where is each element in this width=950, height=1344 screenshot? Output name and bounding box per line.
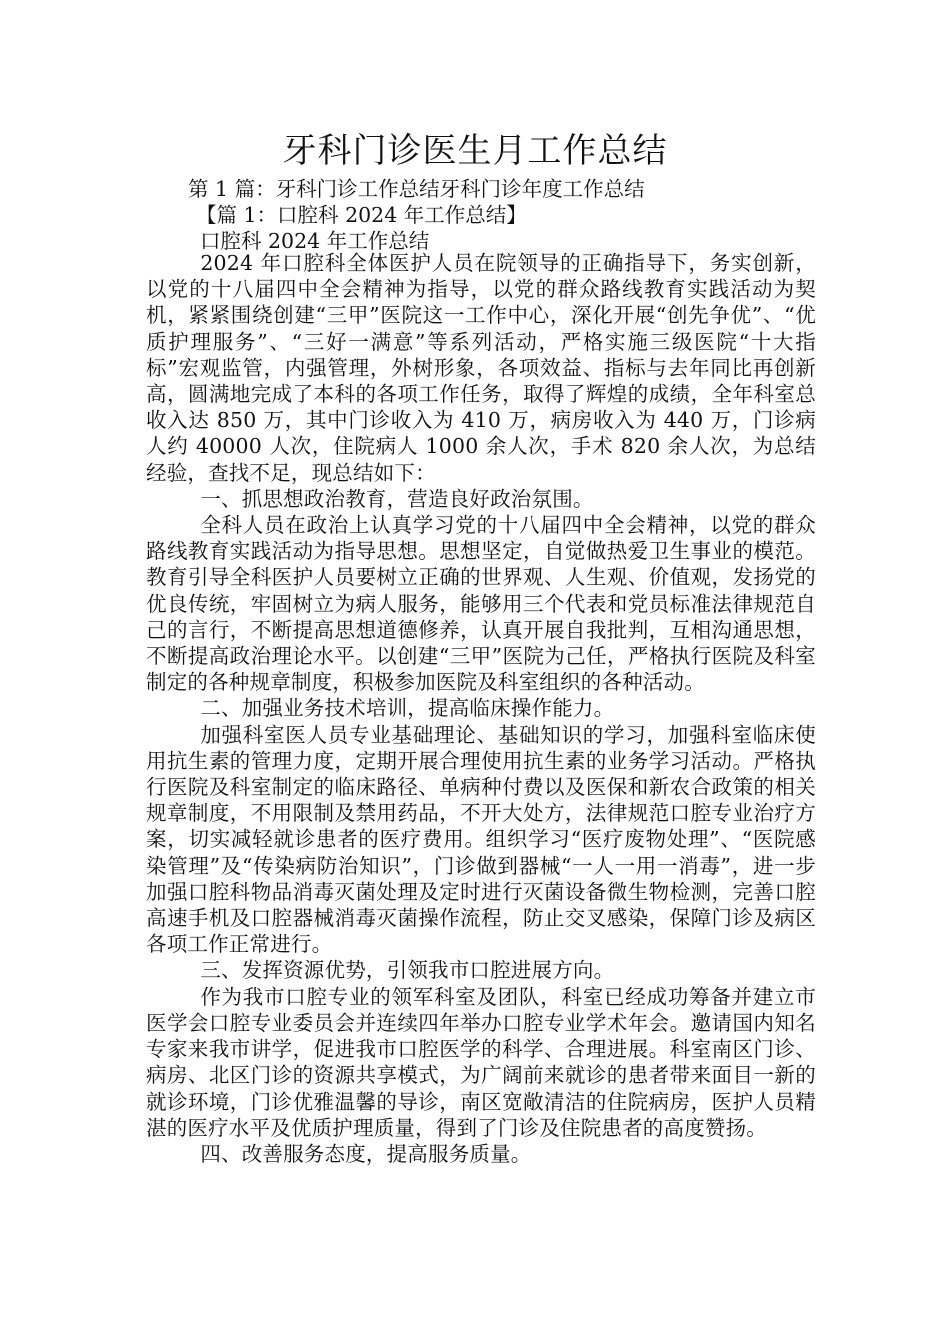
- document-label: 口腔科 2024 年工作总结: [200, 229, 430, 253]
- section-label: 【篇 1：口腔科 2024 年工作总结】: [196, 203, 527, 227]
- section-heading: 一、抓思想政治教育，营造良好政治氛围。: [200, 486, 594, 511]
- section-heading: 四、改善服务态度，提高服务质量。: [200, 1141, 532, 1166]
- section-heading: 二、加强业务技术培训，提高临床操作能力。: [200, 696, 615, 721]
- document-subtitle: 第 1 篇：牙科门诊工作总结牙科门诊年度工作总结: [188, 177, 645, 201]
- document-title: 牙科门诊医生月工作总结: [282, 131, 668, 171]
- paragraph: 加强科室医人员专业基础理论、基础知识的学习，加强科室临床使用抗生素的管理力度，定期开展合理使用抗生素的业务学习活动。严格执行医院及科室制定的临床路径、单病种付费以及医保和新农合政策的相关规章制度，不用限制及禁用药品，不开大处方，法律规范口腔专业治疗方案，切实减轻就诊患者的医疗费用。组织学习“医疗废物处理”、“医院感染管理”及“传染病防治知识”，门诊做到器械“一人一用一消毒”，进一步加强口腔科物品消毒灭菌处理及定时进行灭菌设备微生物检测，完善口腔高速手机及口腔器械消毒灭菌操作流程，防止交叉感染，保障门诊及病区各项工作正常进行。: [146, 722, 816, 957]
- paragraph: 全科人员在政治上认真学习党的十八届四中全会精神，以党的群众路线教育实践活动为指导思想。思想坚定，自觉做热爱卫生事业的模范。教育引导全科医护人员要树立正确的世界观、人生观、价值观，发扬党的优良传统，牢固树立为病人服务，能够用三个代表和党员标准法律规范自己的言行，不断提高思想道德修养，认真开展自我批判，互相沟通思想，不断提高政治理论水平。以创建“三甲”医院为己任，严格执行医院及科室制定的各种规章制度，积极参加医院及科室组织的各种活动。: [146, 513, 816, 695]
- paragraph: 作为我市口腔专业的领军科室及团队，科室已经成功筹备并建立市医学会口腔专业委员会并连续四年举办口腔专业学术年会。邀请国内知名专家来我市讲学，促进我市口腔医学的科学、合理进展。科室南区门诊、病房、北区门诊的资源共享模式，为广阔前来就诊的患者带来面目一新的就诊环境，门诊优雅温馨的导诊，南区宽敞清洁的住院病房，医护人员精湛的医疗水平及优质护理质量，得到了门诊及住院患者的高度赞扬。: [146, 984, 816, 1140]
- section-heading: 三、发挥资源优势，引领我市口腔进展方向。: [200, 958, 615, 983]
- document-body: [146, 250, 816, 1167]
- paragraph: 2024 年口腔科全体医护人员在院领导的正确指导下，务实创新，以党的十八届四中全会精神为指导，以党的群众路线教育实践活动为契机，紧紧围绕创建“三甲”医院这一工作中心，深化开展“创先争优”、“优质护理服务”、“三好一满意”等系列活动，严格实施三级医院“十大指标”宏观监管，内强管理，外树形象，各项效益、指标与去年同比再创新高，圆满地完成了本科的各项工作任务，取得了辉煌的成绩，全年科室总收入达 850 万，其中门诊收入为 410 万，病房收入为 440 万，门诊病人约 40000 人次，住院病人 1000 余人次，手术 820 余人次，为总结经验，查找不足，现总结如下：: [146, 251, 816, 485]
